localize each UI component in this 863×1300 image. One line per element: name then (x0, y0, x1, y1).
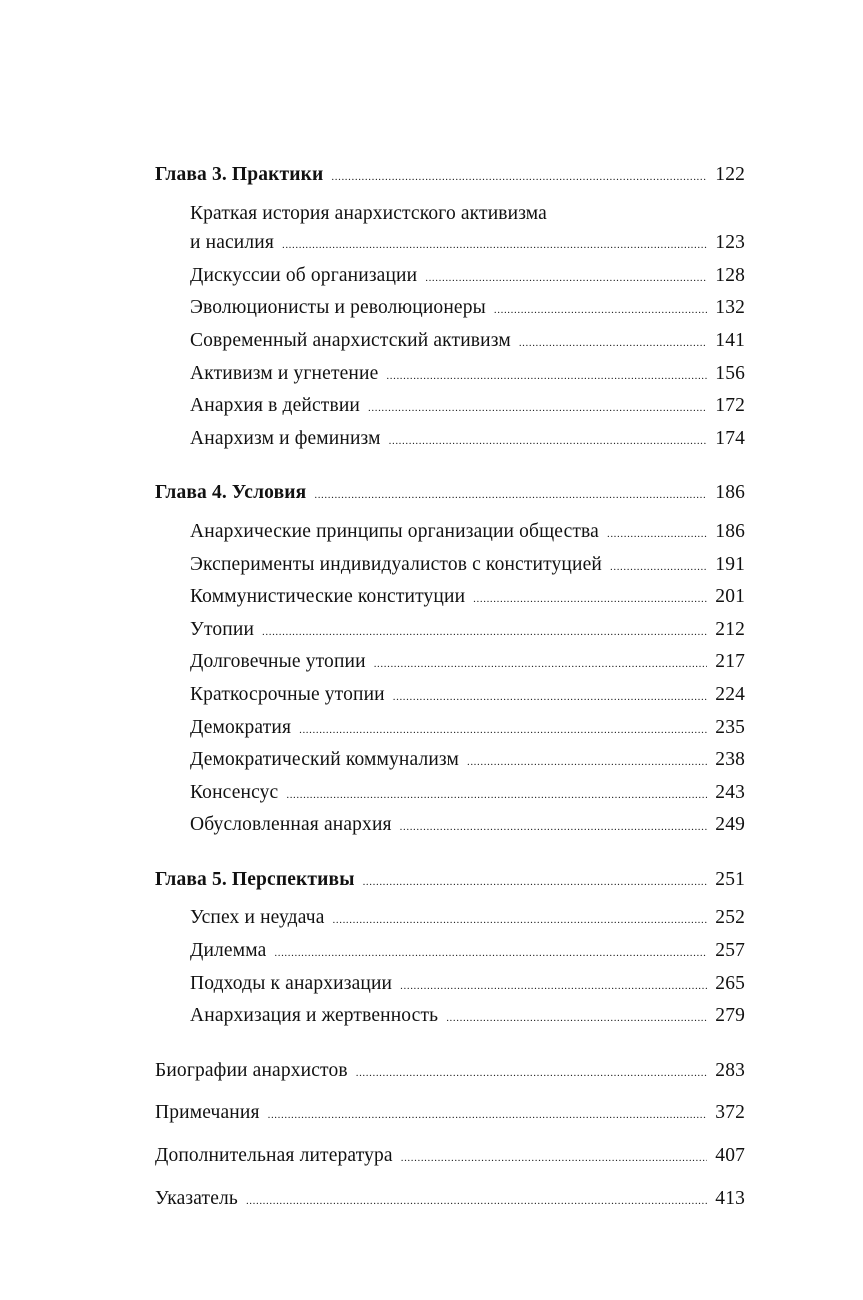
toc-section[interactable] (155, 936, 745, 969)
page-number: 123 (715, 232, 745, 254)
page-number: 172 (715, 395, 745, 417)
dot-leader (363, 868, 707, 898)
page-number: 122 (715, 164, 745, 185)
chapter-title: Глава 5. Перспективы (155, 868, 355, 890)
toc-back-matter-further-reading[interactable] (155, 1141, 745, 1174)
dot-leader (246, 1187, 707, 1217)
section-title: Коммунистические конституции (190, 586, 466, 608)
toc-section[interactable] (155, 810, 745, 843)
back-matter-title: Дополнительная литература (155, 1145, 393, 1167)
dot-leader (467, 748, 707, 778)
page-number: 252 (715, 907, 745, 929)
section-title: Обусловленная анархия (190, 814, 392, 836)
page-number: 174 (715, 427, 745, 449)
toc-section[interactable] (155, 550, 745, 583)
page-number: 413 (715, 1187, 745, 1209)
toc-chapter-5[interactable] (155, 865, 745, 898)
page-number: 257 (715, 940, 745, 962)
toc-section[interactable] (155, 615, 745, 648)
section-title: Анархические принципы организации общества (190, 520, 599, 542)
page-number: 156 (715, 362, 745, 384)
toc-section[interactable] (155, 1001, 745, 1034)
section-title: Краткосрочные утопии (190, 683, 385, 705)
page-number: 212 (715, 618, 745, 640)
section-title: Дилемма (190, 940, 267, 962)
toc-section[interactable] (155, 778, 745, 811)
page-number: 243 (715, 781, 745, 803)
dot-leader (268, 1101, 707, 1131)
toc-section[interactable] (155, 745, 745, 778)
dot-leader (282, 231, 707, 261)
toc-section[interactable] (155, 582, 745, 615)
page-number: 128 (715, 264, 745, 286)
page-number: 238 (715, 749, 745, 771)
toc-chapter-4[interactable] (155, 478, 745, 511)
page-number: 235 (715, 716, 745, 738)
section-title: Эксперименты индивидуалистов с конституцией (190, 553, 602, 575)
dot-leader (401, 1144, 707, 1174)
back-matter-title: Примечания (155, 1102, 260, 1124)
page-number: 265 (715, 972, 745, 994)
dot-leader (400, 972, 707, 1002)
table-of-contents (155, 160, 745, 1216)
dot-leader (494, 296, 707, 326)
toc-section[interactable] (155, 969, 745, 1002)
dot-leader (356, 1059, 707, 1089)
dot-leader (519, 329, 707, 359)
section-title: Анархизация и жертвенность (190, 1005, 439, 1027)
section-title: Демократия (190, 716, 292, 738)
page-number: 186 (715, 520, 745, 542)
toc-section-title-line: Краткая история анархистского активизма (190, 202, 547, 224)
section-title: Современный анархистский активизм (190, 329, 511, 351)
page-number: 132 (715, 297, 745, 319)
dot-leader (389, 427, 707, 457)
toc-section[interactable] (155, 391, 745, 424)
toc-section[interactable] (155, 359, 745, 392)
page-number: 201 (715, 586, 745, 608)
toc-section[interactable] (155, 261, 745, 294)
dot-leader (286, 781, 707, 811)
section-title: Анархия в действии (190, 395, 361, 417)
toc-section[interactable] (155, 228, 745, 261)
page-number: 372 (715, 1102, 745, 1124)
section-title: Эволюционисты и революционеры (190, 297, 486, 319)
dot-leader (333, 906, 707, 936)
dot-leader (425, 264, 707, 294)
dot-leader (393, 683, 707, 713)
page-number: 407 (715, 1145, 745, 1167)
dot-leader (473, 585, 707, 615)
section-title: Утопии (190, 618, 255, 640)
page-number: 141 (715, 329, 745, 351)
page-number: 217 (715, 651, 745, 673)
page-number: 191 (715, 553, 745, 575)
section-title: и насилия (190, 232, 274, 254)
toc-section[interactable] (155, 517, 745, 550)
toc-back-matter-notes[interactable] (155, 1098, 745, 1131)
dot-leader (299, 716, 707, 746)
section-title: Подходы к анархизации (190, 972, 393, 994)
dot-leader (607, 520, 707, 550)
page-number: 249 (715, 814, 745, 836)
section-title: Демократический коммунализм (190, 749, 459, 771)
dot-leader (262, 618, 707, 648)
toc-section[interactable] (155, 293, 745, 326)
toc-section[interactable] (155, 903, 745, 936)
toc-section[interactable] (155, 680, 745, 713)
section-title: Успех и неудача (190, 907, 325, 929)
toc-chapter-3[interactable] (155, 160, 745, 193)
page-number: 283 (715, 1059, 745, 1081)
toc-back-matter-biographies[interactable] (155, 1056, 745, 1089)
page-number: 279 (715, 1005, 745, 1027)
back-matter-title: Указатель (155, 1187, 238, 1209)
chapter-title: Глава 3. Практики (155, 164, 324, 185)
dot-leader (610, 553, 707, 583)
page-number: 251 (715, 868, 745, 890)
toc-section[interactable] (155, 326, 745, 359)
page-number: 224 (715, 683, 745, 705)
section-title: Долговечные утопии (190, 651, 366, 673)
chapter-title: Глава 4. Условия (155, 482, 307, 504)
section-title: Активизм и угнетение (190, 362, 379, 384)
toc-section[interactable] (155, 713, 745, 746)
section-title: Дискуссии об организации (190, 264, 418, 286)
dot-leader (314, 481, 707, 511)
back-matter-title: Биографии анархистов (155, 1059, 348, 1081)
dot-leader (331, 163, 707, 193)
dot-leader (274, 939, 707, 969)
toc-section[interactable] (155, 647, 745, 680)
dot-leader (386, 362, 707, 392)
section-title: Консенсус (190, 781, 279, 803)
section-title: Анархизм и феминизм (190, 427, 381, 449)
page-number: 186 (715, 482, 745, 504)
dot-leader (368, 394, 707, 424)
dot-leader (374, 650, 707, 680)
dot-leader (446, 1004, 707, 1034)
dot-leader (400, 813, 707, 843)
toc-section[interactable] (155, 424, 745, 457)
toc-back-matter-index[interactable] (155, 1184, 745, 1217)
